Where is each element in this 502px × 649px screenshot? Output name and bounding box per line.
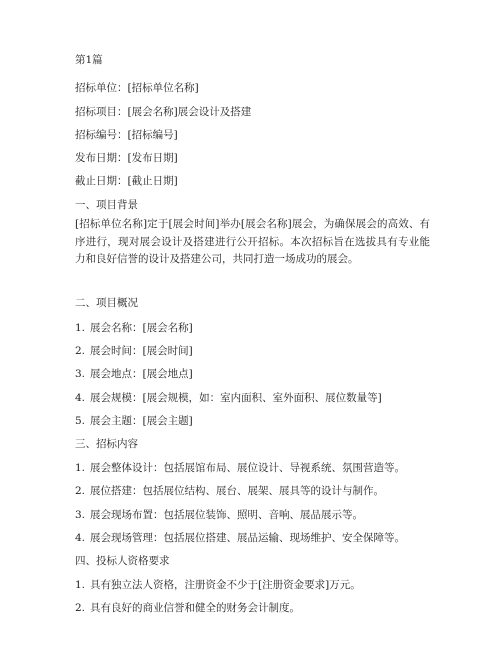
meta-value: [招标单位名称] bbox=[127, 82, 199, 94]
section-heading-background: 一、项目背景 bbox=[75, 199, 138, 211]
item-text: 展会现场管理：包括展位搭建、展品运输、现场维护、安全保障等。 bbox=[90, 532, 405, 544]
overview-item bbox=[75, 391, 382, 405]
meta-deadline bbox=[75, 174, 178, 188]
section-heading-scope: 三、招标内容 bbox=[75, 438, 138, 450]
item-text: 具有良好的商业信誉和健全的财务会计制度。 bbox=[90, 602, 300, 614]
item-text: 展会规模：[展会规模，如：室内面积、室外面积、展位数量等] bbox=[90, 392, 382, 404]
item-number: 3. bbox=[75, 509, 86, 521]
scope-item bbox=[75, 484, 384, 498]
item-number: 1. bbox=[75, 462, 86, 474]
section-heading-qualifications: 四、投标人资格要求 bbox=[75, 555, 170, 567]
item-number: 2. bbox=[75, 485, 86, 497]
meta-label: 截止日期： bbox=[75, 175, 128, 187]
item-text: 展会名称：[展会名称] bbox=[90, 322, 193, 334]
overview-item bbox=[75, 414, 193, 428]
item-number: 4. bbox=[75, 532, 86, 544]
qualification-item bbox=[75, 578, 361, 592]
background-paragraph: [招标单位名称]定于[展会时间]举办[展会名称]展会，为确保展会的高效、有序进行，现对展会设计及搭建进行公开招标。本次招标旨在选拔具有专业能力和良好信誉的设计及搭建公司，共同打造一场成功的展会。 bbox=[75, 218, 430, 265]
meta-label: 发布日期： bbox=[75, 152, 128, 164]
meta-value: [发布日期] bbox=[127, 152, 178, 164]
scope-item bbox=[75, 461, 405, 475]
meta-tenderer bbox=[75, 81, 199, 95]
overview-item bbox=[75, 344, 193, 358]
item-text: 展会主题：[展会主题] bbox=[90, 415, 193, 427]
meta-project bbox=[75, 105, 251, 119]
overview-item bbox=[75, 367, 193, 381]
meta-value: [截止日期] bbox=[127, 175, 178, 187]
item-text: 展会地点：[展会地点] bbox=[90, 368, 193, 380]
item-text: 展会时间：[展会时间] bbox=[90, 345, 193, 357]
item-number: 3. bbox=[75, 368, 86, 380]
overview-item bbox=[75, 321, 193, 335]
meta-value: [展会名称]展会设计及搭建 bbox=[127, 106, 252, 118]
meta-value: [招标编号] bbox=[127, 129, 178, 141]
qualification-item bbox=[75, 601, 300, 615]
item-text: 展位搭建：包括展位结构、展台、展架、展具等的设计与制作。 bbox=[90, 485, 384, 497]
item-text: 具有独立法人资格，注册资金不少于[注册资金要求]万元。 bbox=[90, 579, 361, 591]
item-number: 1. bbox=[75, 322, 86, 334]
scope-item bbox=[75, 508, 363, 522]
item-number: 1. bbox=[75, 579, 86, 591]
meta-label: 招标项目： bbox=[75, 106, 128, 118]
item-number: 5. bbox=[75, 415, 86, 427]
meta-tender-number bbox=[75, 128, 178, 142]
item-number: 4. bbox=[75, 392, 86, 404]
item-number: 2. bbox=[75, 602, 86, 614]
item-text: 展会整体设计：包括展馆布局、展位设计、导视系统、氛围营造等。 bbox=[90, 462, 405, 474]
scope-item bbox=[75, 531, 405, 545]
meta-label: 招标单位： bbox=[75, 82, 128, 94]
meta-label: 招标编号： bbox=[75, 129, 128, 141]
section-heading-overview: 二、项目概况 bbox=[75, 297, 138, 309]
meta-publish-date bbox=[75, 151, 178, 165]
item-text: 展会现场布置：包括展位装饰、照明、音响、展品展示等。 bbox=[90, 509, 363, 521]
item-number: 2. bbox=[75, 345, 86, 357]
part-title: 第1篇 bbox=[75, 54, 103, 66]
